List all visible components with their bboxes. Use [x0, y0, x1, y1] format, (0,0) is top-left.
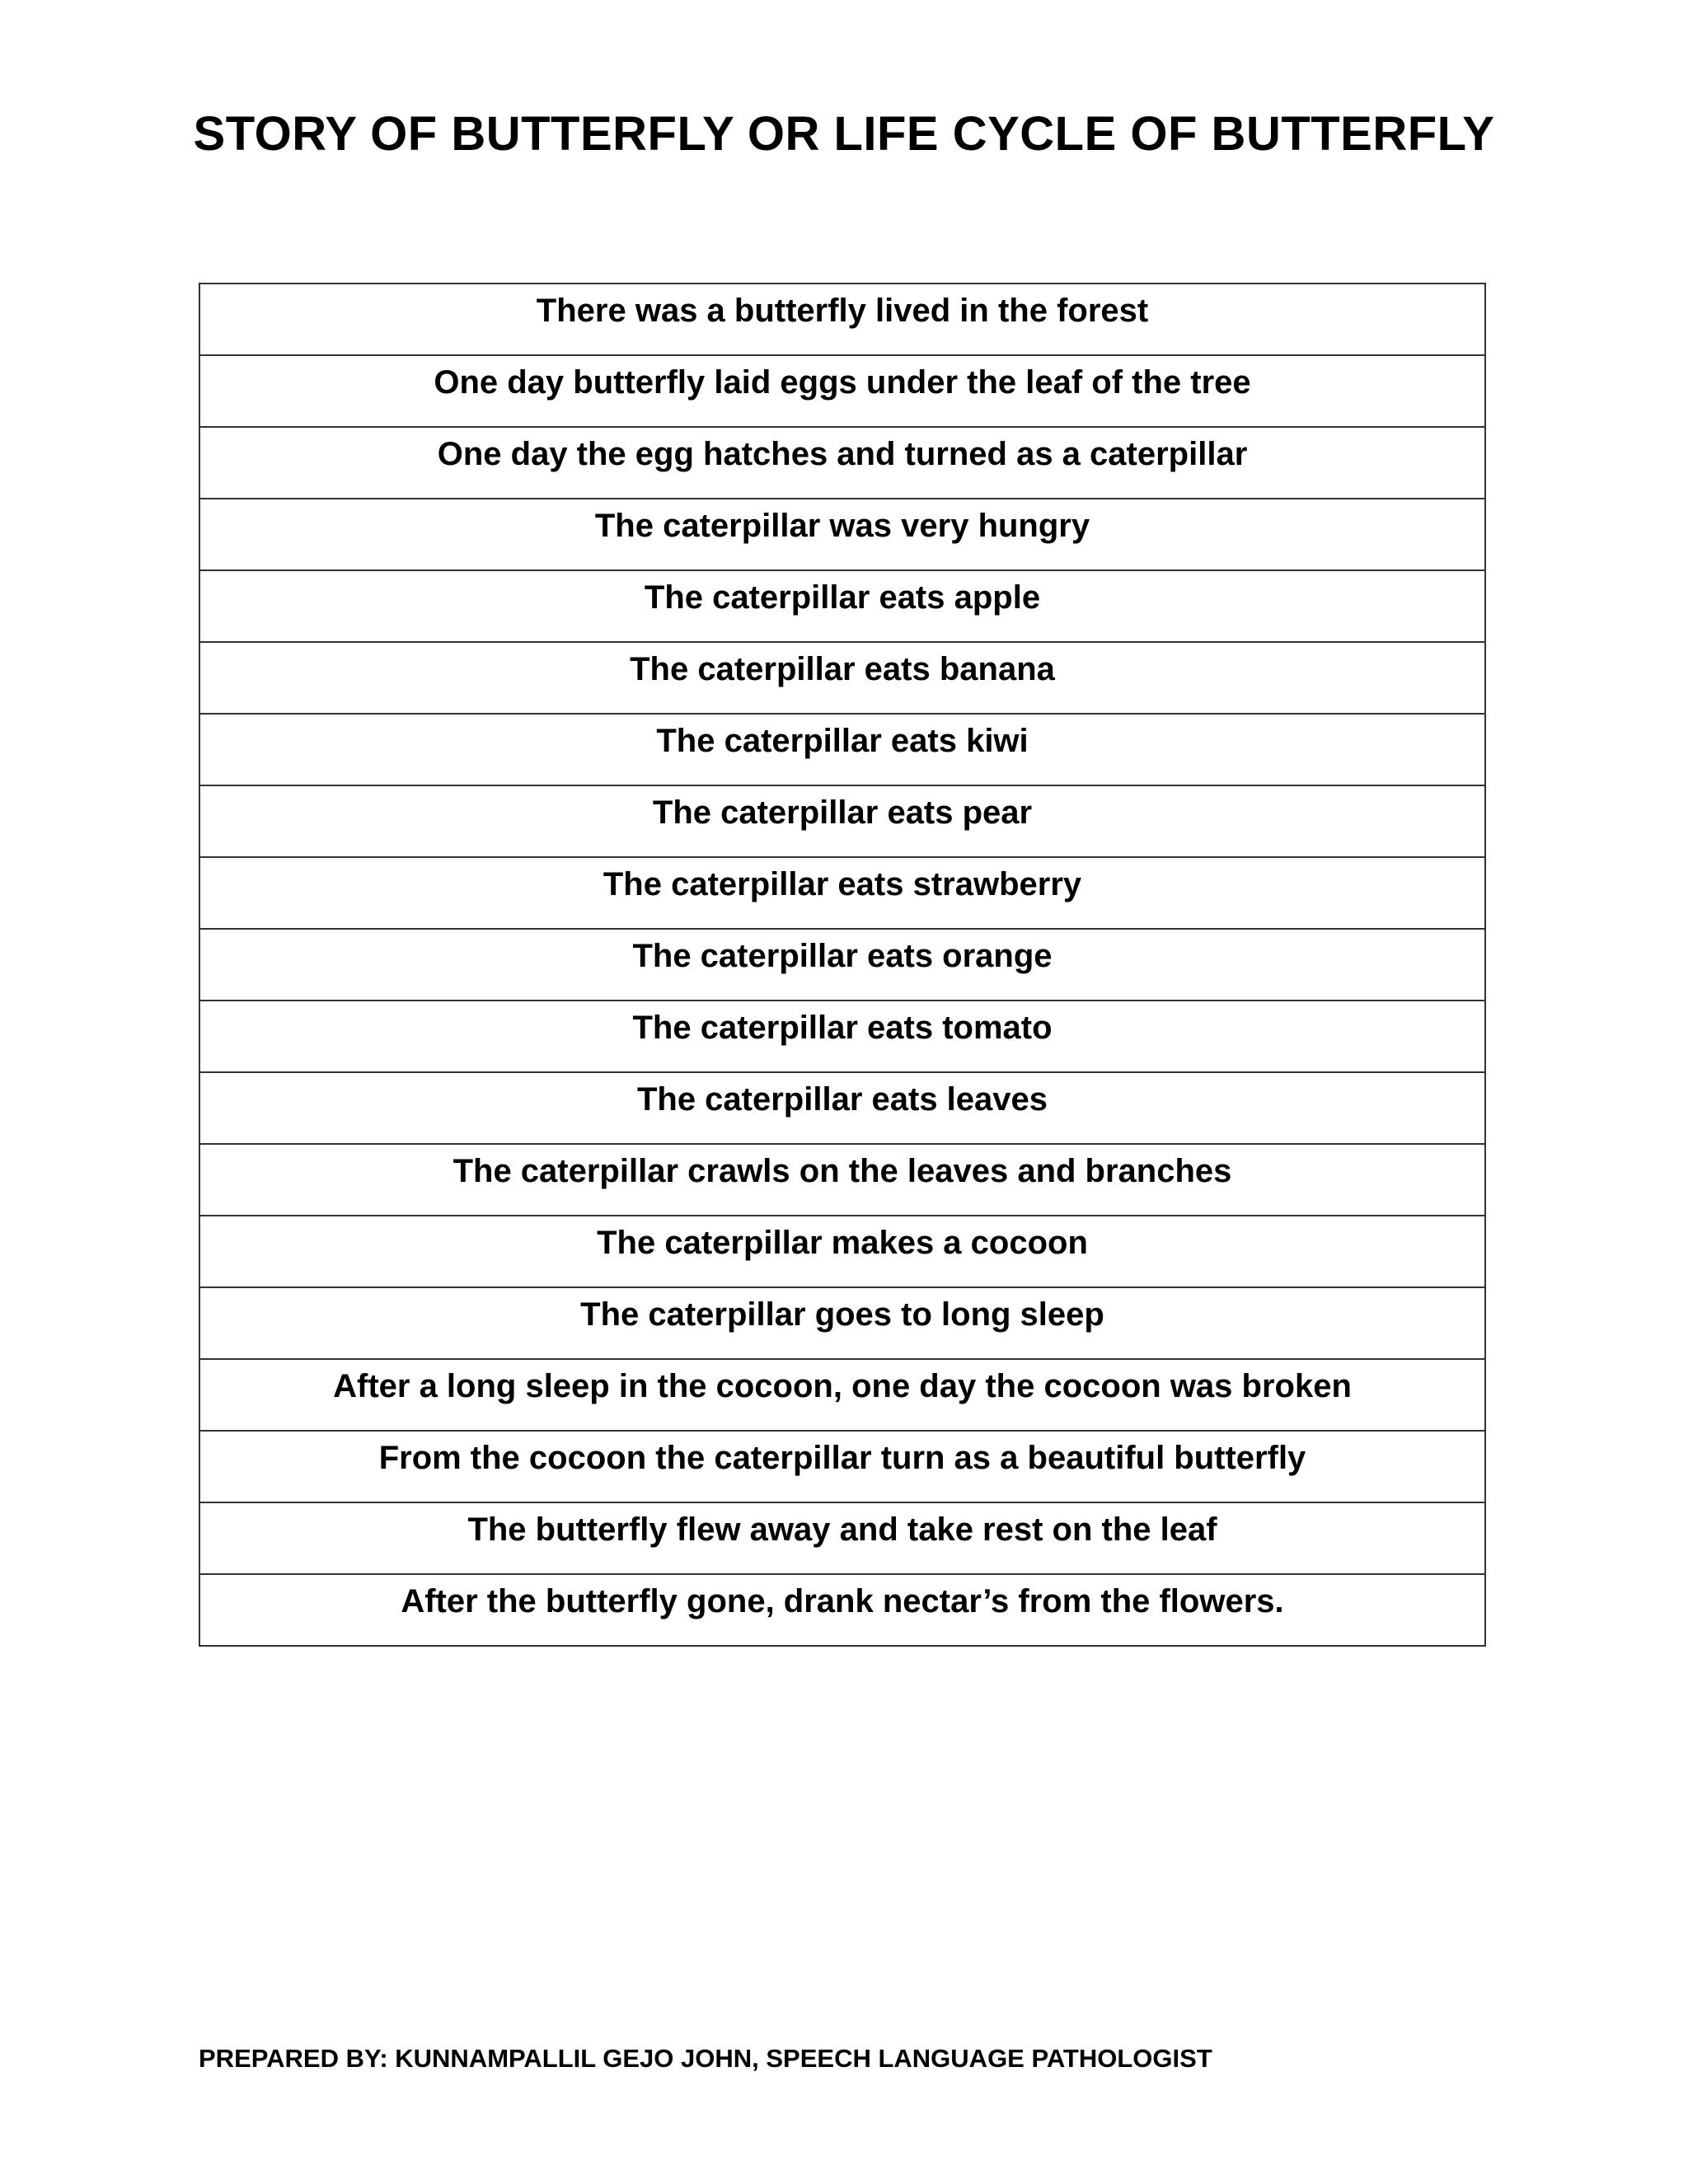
table-cell: After a long sleep in the cocoon, one day the cocoon was broken: [199, 1359, 1485, 1431]
table-cell: From the cocoon the caterpillar turn as a beautiful butterfly: [199, 1431, 1485, 1502]
table-row: [199, 1287, 1485, 1359]
table-row: [199, 642, 1485, 714]
table-cell: The caterpillar crawls on the leaves and branches: [199, 1144, 1485, 1216]
table-cell: The caterpillar eats strawberry: [199, 857, 1485, 929]
table-cell: The caterpillar eats tomato: [199, 1001, 1485, 1072]
table-cell: The caterpillar makes a cocoon: [199, 1216, 1485, 1287]
table-row: [199, 857, 1485, 929]
table-row: [199, 355, 1485, 427]
table-cell: The caterpillar eats banana: [199, 642, 1485, 714]
table-cell: The caterpillar eats orange: [199, 929, 1485, 1001]
table-row: [199, 1144, 1485, 1216]
table-row: [199, 1072, 1485, 1144]
table-row: [199, 1001, 1485, 1072]
table-row: [199, 1574, 1485, 1646]
table-cell: The caterpillar eats apple: [199, 570, 1485, 642]
table-row: [199, 427, 1485, 499]
table-row: [199, 785, 1485, 857]
table-row: [199, 929, 1485, 1001]
table-cell: The caterpillar eats pear: [199, 785, 1485, 857]
table-row: [199, 570, 1485, 642]
table-row: [199, 1502, 1485, 1574]
table-row: [199, 499, 1485, 570]
page-title: STORY OF BUTTERFLY OR LIFE CYCLE OF BUTTERFLY: [193, 107, 1495, 161]
table-row: [199, 284, 1485, 355]
table-cell: The butterfly flew away and take rest on the leaf: [199, 1502, 1485, 1574]
prepared-by-footer: PREPARED BY: KUNNAMPALLIL GEJO JOHN, SPEECH LANGUAGE PATHOLOGIST: [199, 2044, 1212, 2073]
table-row: [199, 1431, 1485, 1502]
table-cell: One day butterfly laid eggs under the leaf of the tree: [199, 355, 1485, 427]
table-cell: The caterpillar eats leaves: [199, 1072, 1485, 1144]
table-row: [199, 714, 1485, 785]
table-cell: The caterpillar eats kiwi: [199, 714, 1485, 785]
table-cell: There was a butterfly lived in the forest: [199, 284, 1485, 355]
story-table: [199, 283, 1486, 1647]
table-cell: One day the egg hatches and turned as a caterpillar: [199, 427, 1485, 499]
table-cell: After the butterfly gone, drank nectar’s from the flowers.: [199, 1574, 1485, 1646]
table-cell: The caterpillar was very hungry: [199, 499, 1485, 570]
table-cell: The caterpillar goes to long sleep: [199, 1287, 1485, 1359]
table-row: [199, 1216, 1485, 1287]
table-row: [199, 1359, 1485, 1431]
